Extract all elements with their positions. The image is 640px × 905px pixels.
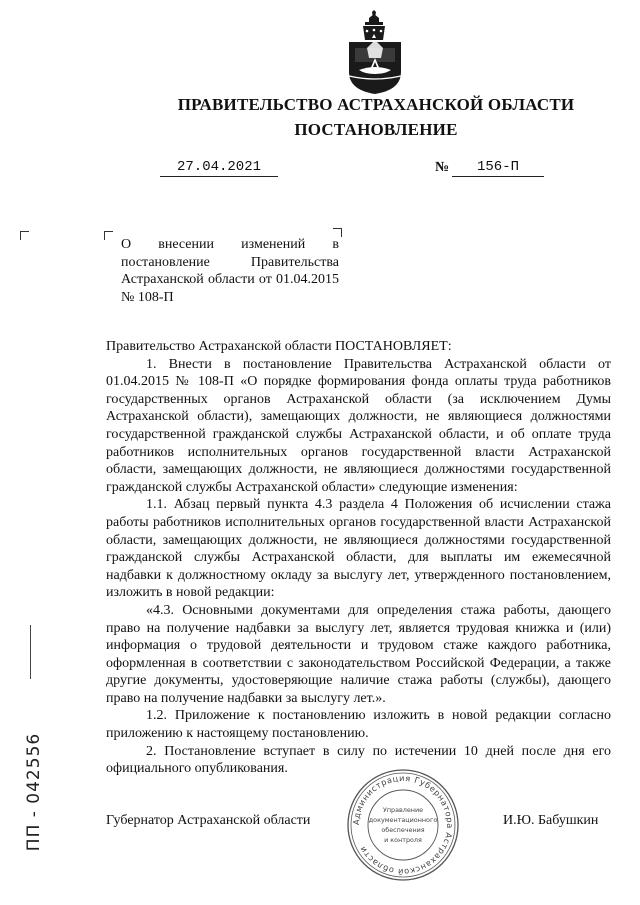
quoted-paragraph: «4.3. Основными документами для определения стажа работы, дающего право на получение надбавки за выслугу лет, является трудовая книжка и (или) информация о трудовой деятельности и трудовом стаже каждого работника, оформленная в соответствии с законодательством Российской Федерации, а также другие документы, удостоверяющие наличие стажа работы (службы), дающего право на получение надбавки за выслугу лет.». — [106, 602, 611, 706]
document-subject: О внесении изменений в постановление Правительства Астраханской области от 01.04.2015 № 108-П — [121, 237, 339, 305]
stamp-line-3: обеспечения — [381, 826, 425, 834]
document-type-title: ПОСТАНОВЛЕНИЕ — [294, 120, 458, 139]
official-stamp — [346, 768, 460, 882]
document-number: 156-П — [452, 158, 544, 177]
coat-of-arms-icon — [345, 10, 405, 96]
number-label: № — [435, 160, 450, 175]
stamp-line-4: и контроля — [384, 836, 422, 844]
paragraph-1: 1. Внести в постановление Правительства Астраханской области от 01.04.2015 № 108-П «О порядке формирования фонда оплаты труда работников государственных органов Астраханской области (за исключением Думы Астраханской области), замещающих должности, не являющиеся должностями государственной гражданской службы Астраханской области, и об оплате труда работников исполнительных органов государственной власти Астраханской области, замещающих должности, не являющиеся должностями государственной гражданской службы Астраханской области» следующие изменения: — [106, 356, 611, 495]
signatory-position: Губернатор Астраханской области — [106, 813, 311, 828]
stamp-line-1: Управление — [382, 806, 424, 814]
side-serial-number — [22, 712, 46, 872]
margin-line — [30, 625, 31, 679]
organization-title: ПРАВИТЕЛЬСТВО АСТРАХАНСКОЙ ОБЛАСТИ — [177, 95, 575, 114]
corner-mark-left-inner — [104, 231, 113, 240]
stamp-ring-text: Администрация Губернатора Астраханской области — [350, 772, 456, 878]
corner-mark-left-outer — [20, 231, 29, 240]
document-body — [106, 338, 611, 778]
body-intro: Правительство Астраханской области ПОСТАНОВЛЯЕТ: — [106, 339, 452, 354]
paragraph-1-1: 1.1. Абзац первый пункта 4.3 раздела 4 Положения об исчислении стажа работы работников исполнительных органов государственной власти Астраханской области, замещающих должности, не являющиеся должностями государственной гражданской службы Астраханской области, для выплаты им ежемесячной надбавки к должностному окладу за выслугу лет, утвержденного постановлением, изложить в новой редакции: — [106, 497, 611, 601]
signatory-name: И.Ю. Бабушкин — [503, 813, 599, 828]
stamp-line-2: документационного — [368, 816, 438, 824]
side-serial-text: ПП - 042556 — [24, 732, 44, 852]
paragraph-2: 2. Постановление вступает в силу по истечении 10 дней после дня его официального опубликования. — [106, 743, 611, 777]
paragraph-1-2: 1.2. Приложение к постановлению изложить в новой редакции согласно приложению к настоящему постановлению. — [106, 708, 611, 742]
document-date: 27.04.2021 — [160, 158, 278, 177]
